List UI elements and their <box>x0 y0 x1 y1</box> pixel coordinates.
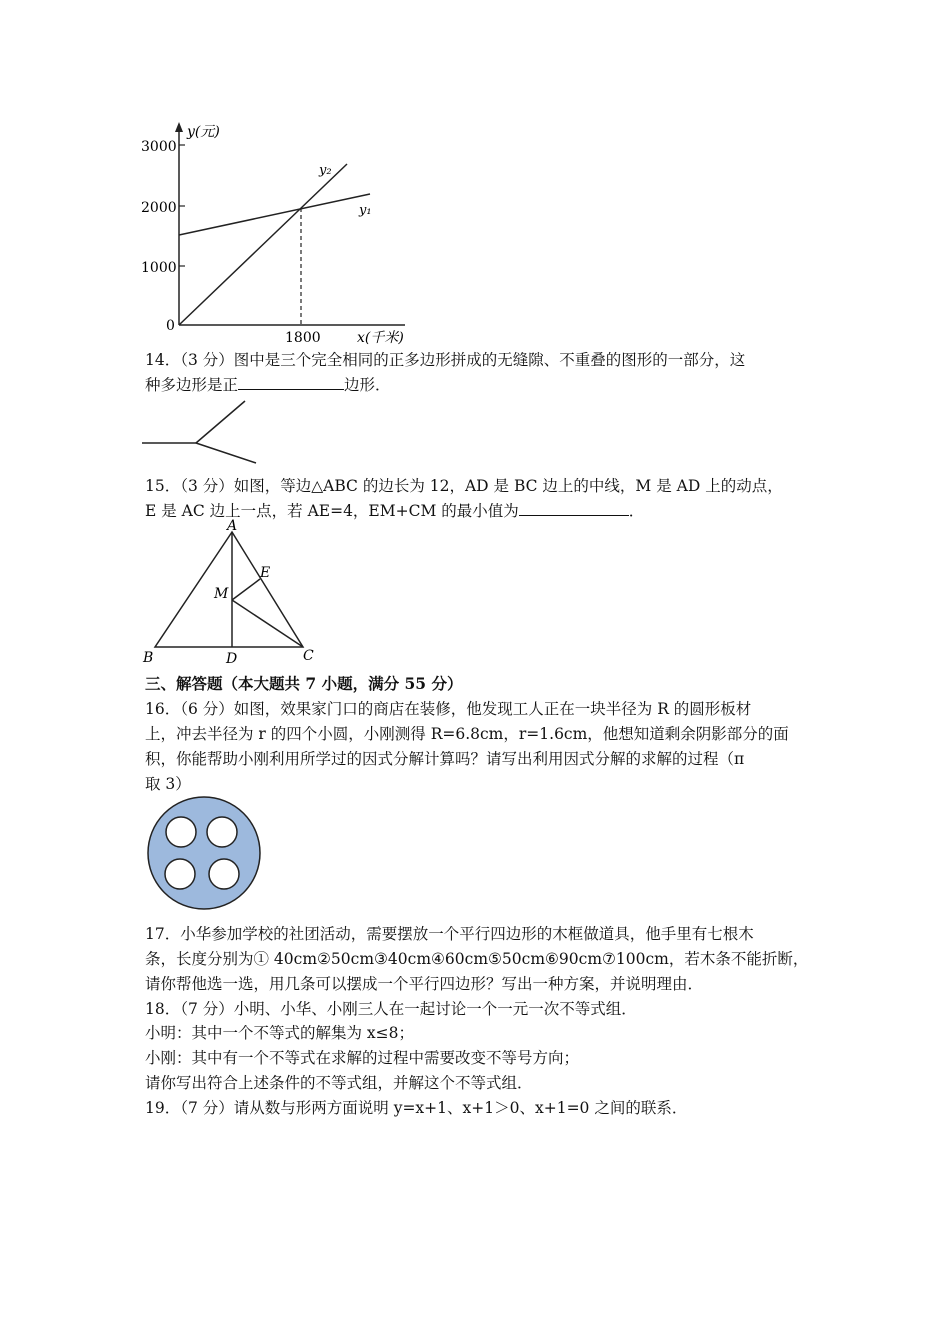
y-axis-label: y(元) <box>187 124 220 140</box>
q14-answer-blank[interactable] <box>238 373 344 390</box>
q17-line2: 条，长度分别为① 40cm②50cm③40cm④60cm⑤50cm⑥90cm⑦100cm，若木条不能折断， <box>145 950 809 968</box>
q15-line1: 15．（3 分）如图，等边△ABC 的边长为 12，AD 是 BC 边上的中线，M 是 AD 上的动点， <box>145 477 783 495</box>
section3-heading: 三、解答题（本大题共 7 小题，满分 55 分） <box>145 674 463 693</box>
small-circle-4 <box>209 859 239 889</box>
q14-line2 <box>145 373 391 397</box>
y-tick-label-1000: 1000 <box>141 260 177 276</box>
small-circle-2 <box>207 817 237 847</box>
q15-line2-pre: E 是 AC 边上一点，若 AE=4，EM+CM 的最小值为 <box>145 502 519 520</box>
line-y2 <box>179 164 347 325</box>
q18-line1: 18．（7 分）小明、小华、小刚三人在一起讨论一个一元一次不等式组． <box>145 1000 637 1018</box>
q16-line1: 16．（6 分）如图，效果家门口的商店在装修，他发现工人正在一块半径为 R 的圆形板材 <box>145 700 752 718</box>
label-E: E <box>260 565 271 581</box>
label-B: B <box>143 650 154 666</box>
label-M: M <box>214 586 229 602</box>
small-circle-3 <box>165 859 195 889</box>
x-tick-label-1800: 1800 <box>285 330 321 346</box>
y-tick-label-2000: 2000 <box>141 200 177 216</box>
line-y1-label: y₁ <box>359 203 372 218</box>
q16-line2: 上，冲去半径为 r 的四个小圆，小刚测得 R=6.8cm，r=1.6cm，他想知道剩余阴影部分的面 <box>145 725 789 743</box>
q16-line4: 取 3） <box>145 775 191 793</box>
y-axis-arrow <box>175 122 183 132</box>
q14-line1: 14．（3 分）图中是三个完全相同的正多边形拼成的无缝隙、不重叠的图形的一部分，这 <box>145 351 746 369</box>
q17-line1: 17．小华参加学校的社团活动，需要摆放一个平行四边形的木框做道具，他手里有七根木 <box>145 925 754 943</box>
graph-y1-y2 <box>135 120 425 350</box>
q14-line2-post: 边形． <box>344 376 391 394</box>
label-A: A <box>227 518 238 534</box>
x-axis-label: x(千米) <box>357 330 404 346</box>
circle-board-figure <box>144 796 270 914</box>
y-tick-label-3000: 3000 <box>141 139 177 155</box>
origin-label: 0 <box>166 318 175 334</box>
polygon-vertex-figure <box>140 395 270 470</box>
q16-line3: 积，你能帮助小刚利用所学过的因式分解计算吗？请写出利用因式分解的求解的过程（π <box>145 750 745 768</box>
q14-line2-pre: 种多边形是正 <box>145 376 239 394</box>
label-D: D <box>226 651 238 667</box>
small-circle-1 <box>166 817 196 847</box>
q17-line3: 请你帮他选一选，用几条可以摆成一个平行四边形？写出一种方案，并说明理由． <box>145 975 704 993</box>
q19-line1: 19．（7 分）请从数与形两方面说明 y=x+1、x+1＞0、x+1=0 之间的联系． <box>145 1099 688 1117</box>
q15-line2-post: ． <box>628 502 645 520</box>
q18-line4: 请你写出符合上述条件的不等式组，并解这个不等式组． <box>145 1074 533 1092</box>
q18-line3: 小刚：其中有一个不等式在求解的过程中需要改变不等号方向； <box>145 1049 580 1067</box>
line-y2-label: y₂ <box>319 163 332 178</box>
q15-answer-blank[interactable] <box>519 499 629 516</box>
label-C: C <box>303 648 314 664</box>
line-y1 <box>179 194 370 235</box>
large-circle <box>148 797 260 909</box>
q18-line2: 小明：其中一个不等式的解集为 x≤8； <box>145 1024 415 1042</box>
triangle-abc-figure <box>138 518 328 668</box>
